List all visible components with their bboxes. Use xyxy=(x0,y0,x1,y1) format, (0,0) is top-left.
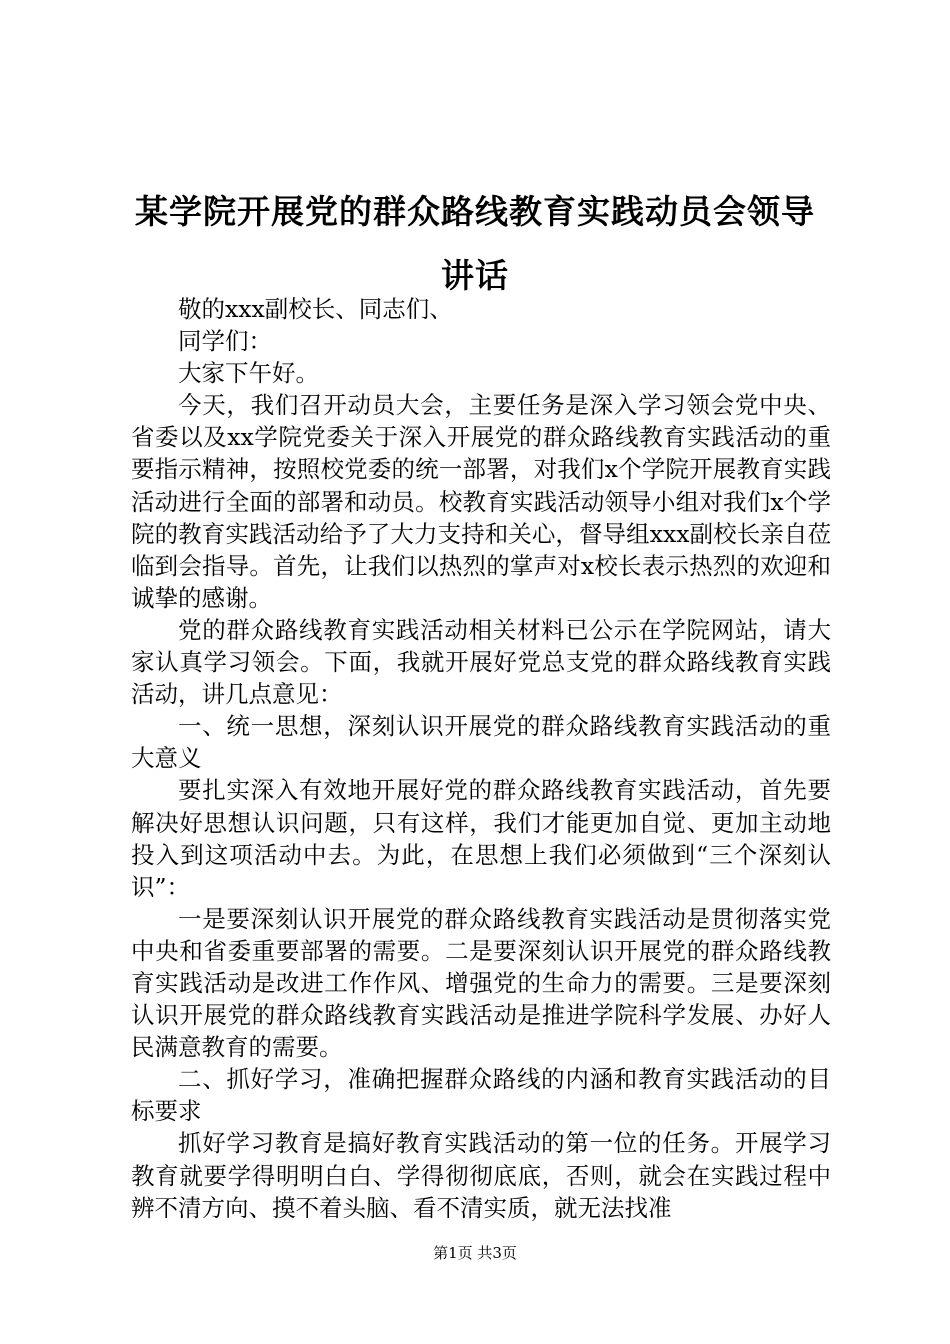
section-heading: 二、抓好学习，准确把握群众路线的内涵和教育实践活动的目标要求 xyxy=(131,1065,831,1126)
paragraph-body: 今天，我们召开动员大会，主要任务是深入学习领会党中央、省委以及xx学院党委关于深入开展党的群众路线教育实践活动的重要指示精神，按照校党委的统一部署，对我们x个学院开展教育实践活动进行全面的部署和动员。校教育实践活动领导小组对我们x个学院的教育实践活动给予了大力支持和关心，督导组xxx副校长亲自莅临到会指导。首先，让我们以热烈的掌声对x校长表示热烈的欢迎和诚挚的感谢。 xyxy=(131,391,831,612)
paragraph-body: 一是要深刻认识开展党的群众路线教育实践活动是贯彻落实党中央和省委重要部署的需要。二是要深刻认识开展党的群众路线教育实践活动是改进工作作风、增强党的生命力的需要。三是要深刻认识开展党的群众路线教育实践活动是推进学院科学发展、办好人民满意教育的需要。 xyxy=(131,904,831,1062)
paragraph-salutation-cont: 同学们： xyxy=(178,327,272,356)
paragraph-body: 党的群众路线教育实践活动相关材料已公示在学院网站，请大家认真学习领会。下面，我就开展好党总支党的群众路线教育实践活动，讲几点意见： xyxy=(131,615,831,709)
paragraph-salutation: 敬的xxx副校长、同志们、 xyxy=(178,295,453,323)
section-heading: 一、统一思想，深刻认识开展党的群众路线教育实践活动的重大意义 xyxy=(131,712,831,773)
document-body xyxy=(131,293,831,1224)
document-title: 某学院开展党的群众路线教育实践动员会领导讲话 xyxy=(135,192,815,295)
paragraph-body: 抓好学习教育是搞好教育实践活动的第一位的任务。开展学习教育就要学得明明白白、学得彻彻底底，否则，就会在实践过程中辨不清方向、摸不着头脑、看不清实质，就无法找准 xyxy=(131,1129,831,1222)
paragraph-greeting: 大家下午好。 xyxy=(178,359,319,388)
page-footer: 第1页 共3页 xyxy=(433,1244,517,1262)
paragraph-body: 要扎实深入有效地开展好党的群众路线教育实践活动，首先要解决好思想认识问题，只有这样，我们才能更加自觉、更加主动地投入到这项活动中去。为此，在思想上我们必须做到“三个深刻认识”： xyxy=(131,776,831,901)
